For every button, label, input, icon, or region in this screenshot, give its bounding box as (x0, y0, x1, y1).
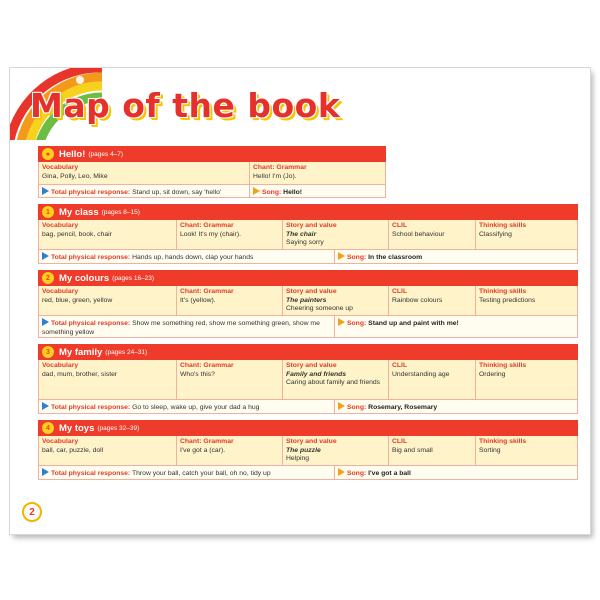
tpr-label: Total physical response: (51, 320, 131, 327)
chant-label: Chant: Grammar (180, 438, 234, 445)
unit-number: 2 (42, 272, 54, 284)
play-icon (42, 402, 49, 410)
vocab-label: Vocabulary (42, 438, 79, 445)
chant-cell (177, 436, 283, 466)
thinking-label: Thinking skills (479, 288, 527, 295)
unit-3 (38, 344, 578, 414)
story-value: Cheering someone up (286, 305, 353, 312)
unit-pages: (pages 4–7) (88, 150, 124, 158)
vocab-cell (38, 220, 177, 250)
chant-value: Hello! I'm (Jo). (253, 172, 297, 180)
story-cell (283, 360, 389, 400)
play-icon (42, 252, 49, 260)
thinking-cell (476, 220, 578, 250)
tpr-label: Total physical response: (51, 189, 131, 196)
song-cell (250, 185, 386, 198)
vocab-cell (38, 360, 177, 400)
chant-cell (250, 162, 386, 185)
song-icon (338, 318, 345, 326)
song-value: Rosemary, Rosemary (368, 404, 438, 411)
clil-value: Big and small (392, 446, 433, 454)
chant-value: Who's this? (180, 370, 215, 378)
vocab-label: Vocabulary (42, 222, 79, 229)
tpr-label: Total physical response: (51, 470, 131, 477)
vocab-cell (38, 436, 177, 466)
song-icon (338, 252, 345, 260)
unit-pages: (pages 32–39) (97, 424, 140, 432)
clil-label: CLIL (392, 222, 408, 229)
song-label: Song: (347, 470, 367, 477)
song-cell (335, 316, 578, 338)
play-icon (42, 187, 49, 195)
play-icon (42, 468, 49, 476)
thinking-label: Thinking skills (479, 362, 527, 369)
chant-label: Chant: Grammar (180, 222, 234, 229)
unit-title: My class (59, 206, 99, 218)
clil-label: CLIL (392, 362, 408, 369)
tpr-value: Go to sleep, wake up, give your dad a hug (132, 404, 260, 411)
tpr-value: Hands up, hands down, clap your hands (132, 254, 254, 261)
unit-title: My family (59, 346, 103, 358)
thinking-cell (476, 436, 578, 466)
story-label: Story and value (286, 438, 337, 445)
clil-cell (389, 286, 476, 316)
unit-header (38, 420, 578, 436)
story-value: Helping (286, 455, 310, 462)
thinking-value: Testing predictions (479, 296, 536, 304)
unit-title: Hello! (59, 148, 86, 160)
story-cell (283, 286, 389, 316)
chant-label: Chant: Grammar (180, 288, 234, 295)
unit-header (38, 270, 578, 286)
chant-cell (177, 360, 283, 400)
story-label: Story and value (286, 288, 337, 295)
tpr-value: Show me something red, show me something green, show me something yellow (42, 320, 320, 336)
vocab-label: Vocabulary (42, 362, 79, 369)
story-title: The chair (286, 230, 317, 238)
vocab-value: red, blue, green, yellow (42, 296, 113, 304)
story-value: Caring about family and friends (286, 379, 381, 386)
chant-cell (177, 220, 283, 250)
vocab-value: ball, car, puzzle, doll (42, 446, 104, 454)
unit-number: 3 (42, 346, 54, 358)
unit-number: 1 (42, 206, 54, 218)
thinking-cell (476, 286, 578, 316)
tpr-label: Total physical response: (51, 404, 131, 411)
unit-header (38, 344, 578, 360)
play-icon (42, 318, 49, 326)
clil-value: Rainbow colours (392, 296, 443, 304)
tpr-cell (38, 250, 335, 264)
song-value: I've got a ball (368, 470, 411, 477)
thinking-label: Thinking skills (479, 438, 527, 445)
story-cell (283, 436, 389, 466)
clil-label: CLIL (392, 288, 408, 295)
song-value: In the classroom (368, 254, 423, 261)
vocab-cell (38, 162, 250, 185)
unit-2 (38, 270, 578, 338)
tpr-value: Throw your ball, catch your ball, oh no, tidy up (131, 470, 271, 477)
page-number: 2 (22, 502, 42, 522)
song-icon (338, 468, 345, 476)
song-label: Song: (347, 320, 367, 327)
song-label: Song: (347, 254, 367, 261)
unit-pages: (pages 24–31) (105, 348, 148, 356)
unit-title: My toys (59, 422, 95, 434)
unit-4 (38, 420, 578, 480)
song-cell (335, 466, 578, 480)
clil-label: CLIL (392, 438, 408, 445)
clil-cell (389, 220, 476, 250)
vocab-value: dad, mum, brother, sister (42, 370, 118, 378)
story-cell (283, 220, 389, 250)
story-value: Saying sorry (286, 239, 324, 246)
thinking-value: Sorting (479, 446, 501, 454)
vocab-cell (38, 286, 177, 316)
thinking-value: Classifying (479, 230, 512, 238)
unit-number: 4 (42, 422, 54, 434)
thinking-value: Ordering (479, 370, 506, 378)
tpr-value: Stand up, sit down, say 'hello' (132, 189, 222, 196)
unit-hello (38, 146, 386, 198)
story-label: Story and value (286, 362, 337, 369)
thinking-cell (476, 360, 578, 400)
vocab-label: Vocabulary (42, 164, 79, 171)
unit-title: My colours (59, 272, 110, 284)
chant-value: Look! It's my (chair). (180, 230, 241, 238)
tpr-cell (38, 466, 335, 480)
chant-label: Chant: Grammar (253, 164, 307, 171)
chant-cell (177, 286, 283, 316)
vocab-value: Gina, Polly, Leo, Mike (42, 172, 108, 180)
song-label: Song: (347, 404, 367, 411)
vocab-value: bag, pencil, book, chair (42, 230, 112, 238)
speech-bubble-icon: ● (42, 148, 54, 160)
clil-cell (389, 436, 476, 466)
tpr-cell (38, 316, 335, 338)
tpr-cell (38, 400, 335, 414)
chant-value: It's (yellow). (180, 296, 216, 304)
song-cell (335, 400, 578, 414)
song-value: Stand up and paint with me! (368, 320, 459, 327)
thinking-label: Thinking skills (479, 222, 527, 229)
story-label: Story and value (286, 222, 337, 229)
story-title: Family and friends (286, 370, 347, 378)
song-icon (338, 402, 345, 410)
song-label: Song: (262, 189, 282, 196)
chant-label: Chant: Grammar (180, 362, 234, 369)
unit-1 (38, 204, 578, 264)
unit-pages: (pages 16–23) (112, 274, 155, 282)
story-title: The puzzle (286, 446, 321, 454)
tpr-cell (38, 185, 250, 198)
song-icon (253, 187, 260, 195)
clil-cell (389, 360, 476, 400)
unit-pages: (pages 8–15) (101, 208, 140, 216)
clil-value: School behaviour (392, 230, 445, 238)
clil-value: Understanding age (392, 370, 450, 378)
book-page (10, 68, 590, 534)
vocab-label: Vocabulary (42, 288, 79, 295)
unit-header (38, 146, 386, 162)
song-value: Hello! (283, 189, 303, 196)
unit-header (38, 204, 578, 220)
tpr-label: Total physical response: (51, 254, 131, 261)
story-title: The painters (286, 296, 327, 304)
page-title: Map of the book (30, 86, 341, 125)
chant-value: I've got a (car). (180, 446, 226, 454)
song-cell (335, 250, 578, 264)
